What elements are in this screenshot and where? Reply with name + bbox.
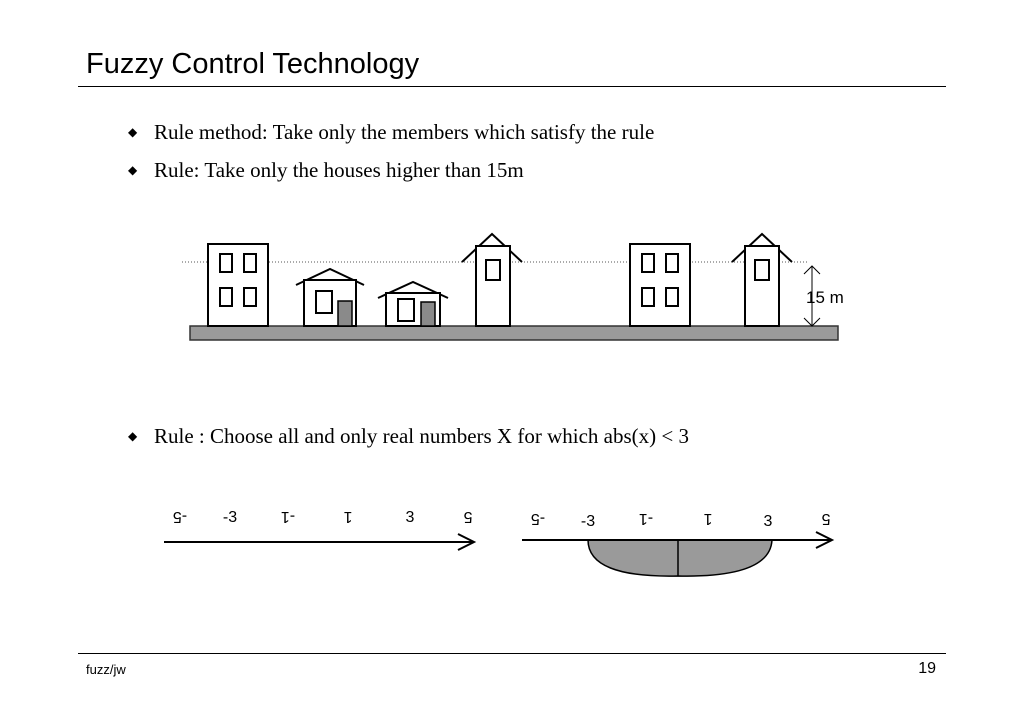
tick-label: 3: [405, 509, 415, 526]
title-divider: [78, 86, 946, 87]
tick-label: -1: [638, 510, 654, 527]
bullet-text: Rule : Choose all and only real numbers X for which abs(x) < 3: [154, 424, 689, 448]
bullet-diamond-icon: ◆: [128, 125, 138, 139]
tick-label: -3: [580, 513, 596, 530]
tick-label: -3: [222, 509, 238, 526]
bullet-text: Rule method: Take only the members which satisfy the rule: [154, 120, 655, 144]
tick-label: -5: [172, 508, 188, 525]
footer-divider: [78, 653, 946, 654]
bullet-diamond-icon: ◆: [128, 163, 138, 177]
bullet-rule-method: [128, 119, 654, 145]
tick-label: 1: [703, 510, 713, 527]
number-line-right: [518, 500, 848, 580]
tick-label: -1: [280, 508, 296, 525]
houses-illustration: [170, 222, 860, 352]
house-small-2: [378, 282, 448, 326]
tick-label: 3: [763, 513, 773, 530]
bullet-rule-houses: [128, 157, 524, 183]
house-tower-2: [732, 234, 792, 326]
tick-label: -5: [530, 510, 546, 527]
height-label: 15 m: [806, 288, 844, 307]
bullet-rule-numbers: [128, 423, 689, 449]
slide-title: Fuzzy Control Technology: [86, 48, 420, 80]
selected-region: [588, 540, 772, 576]
tick-label: 5: [463, 508, 473, 525]
ground: [190, 326, 838, 340]
house-tall-2: [630, 244, 690, 326]
bullet-text: Rule: Take only the houses higher than 15m: [154, 158, 524, 182]
footer-author: fuzz/jw: [86, 662, 126, 677]
page-number: 19: [918, 660, 936, 677]
tick-label: 5: [821, 510, 831, 527]
tick-label: 1: [343, 508, 353, 525]
house-small-1: [296, 269, 364, 326]
bullet-diamond-icon: ◆: [128, 429, 138, 443]
house-tall-1: [208, 244, 268, 326]
house-tower-1: [462, 234, 522, 326]
number-line-left: [160, 500, 490, 560]
